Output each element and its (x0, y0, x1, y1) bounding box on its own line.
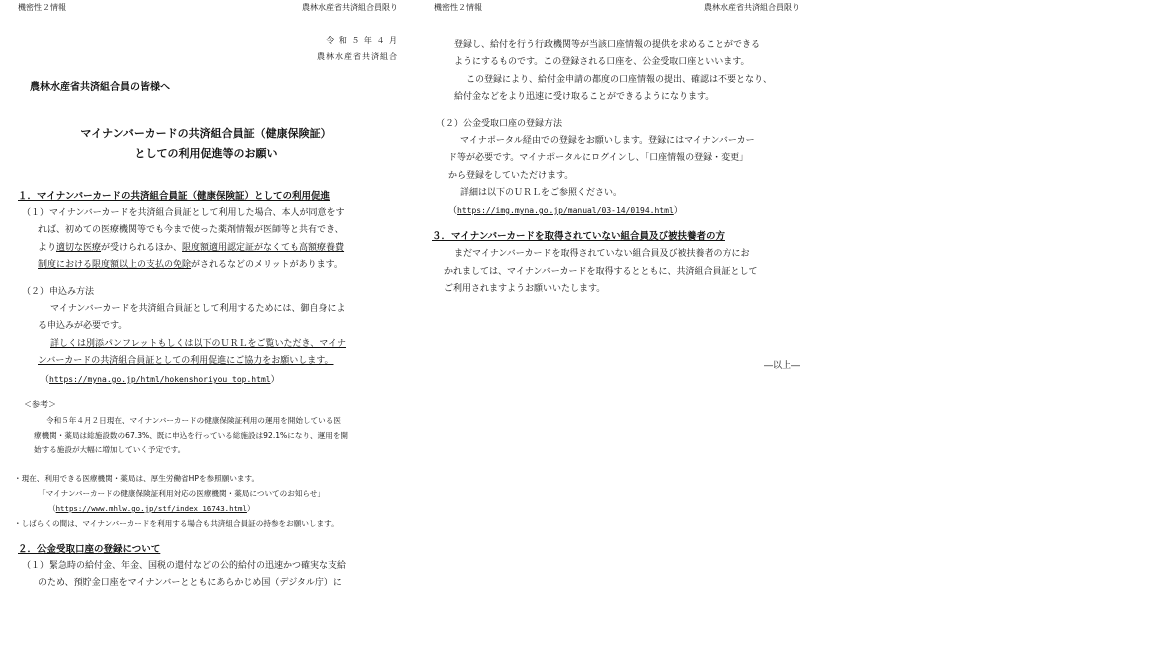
reference-line1: 令和５年４月２日現在、マイナンバーカードの健康保険証利用の運用を開始している医 (46, 416, 341, 425)
notes-line1: ・現在、利用できる医療機関・薬局は、厚生労働省HPを参照願います。 (14, 474, 260, 483)
scope-label: 農林水産省共済組合員限り (704, 3, 800, 12)
section3-heading: ３．マイナンバーカードを取得されていない組合員及び被扶養者の方 (432, 231, 725, 242)
scope-label: 農林水産省共済組合員限り (302, 3, 398, 12)
s1-p2-line2: る申込みが必要です。 (38, 321, 128, 331)
s1-p1-appropriate-care: 適切な医療 (56, 243, 102, 253)
s3-line3: ご利用されますようお願いいたします。 (444, 284, 606, 294)
hokensho-url-link[interactable]: https://myna.go.jp/html/hokenshoriyou_top.html (49, 375, 271, 384)
s3-line2: かれましては、マイナンバーカードを取得するとともに、共済組合員証として (444, 267, 758, 277)
url-paren-close: ） (270, 375, 280, 385)
myna-manual-url-link[interactable]: https://img.myna.go.jp/manual/03-14/0194.html (457, 206, 674, 215)
s1-p2-line1: マイナンバーカードを共済組合員証として利用するためには、御自身によ (50, 304, 346, 314)
document-title-line1: マイナンバーカードの共済組合員証（健康保険証） (80, 127, 332, 140)
document-page-1 (14, 0, 398, 648)
s3-line1: まだマイナンバーカードを取得されていない組合員及び被扶養者の方にお (454, 249, 750, 259)
url-paren-open: （ (40, 375, 50, 385)
s1-p1-line1: （１）マイナンバーカードを共済組合員証として利用した場合、本人が同意をす (22, 208, 345, 218)
s2-p2-line1: マイナポータル経由での登録をお願いします。登録にはマイナンバーカー (460, 136, 755, 146)
s1-p1-payment-exemption: 制度における限度額以上の支払の免除 (38, 260, 192, 270)
cont-line1: 登録し、給付を行う行政機関等が当該口座情報の提供を求めることができる (454, 40, 761, 50)
section1-heading: １．マイナンバーカードの共済組合員証（健康保険証）としての利用促進 (18, 191, 330, 202)
notes-line4: ・しばらくの間は、マイナンバーカードを利用する場合も共済組合員証の持参をお願いします。 (14, 519, 339, 528)
reference-line2: 療機関・薬局は総施設数の67.3%、既に申込を行っている総施設は92.1%になり、運用を開 (34, 431, 349, 440)
closing-mark: ―以上― (763, 361, 800, 371)
s1-p1-line2: れば、初めての医療機関等でも今まで使った薬剤情報が医師等と共有でき、 (38, 225, 344, 235)
s1-p1-line4-text: がされるなどのメリットがあります。 (191, 260, 343, 270)
s1-p2-line4: ンバーカードの共済組合員証としての利用促進にご協力をお願いします。 (38, 356, 334, 366)
s2-p2-url-line (448, 202, 683, 220)
notes-line2: 「マイナンバーカードの健康保険証利用対応の医療機関・薬局についてのお知らせ」 (38, 489, 325, 498)
addressee: 農林水産省共済組合員の皆様へ (30, 82, 170, 93)
s1-p2-heading: （２）申込み方法 (22, 287, 95, 297)
mhlw-url-link[interactable]: https://www.mhlw.go.jp/stf/index_16743.html (55, 504, 247, 513)
document-page-2 (430, 0, 814, 648)
s1-p1-line3-text-a: より (38, 243, 57, 253)
s1-p2-url-line (40, 371, 280, 389)
s1-p1-line3-text-b: が受けられるほか、 (101, 243, 183, 253)
url-paren-close: ） (673, 206, 683, 216)
s2-p2-line2: ド等が必要です。マイナポータルにログインし、「口座情報の登録・変更」 (448, 153, 749, 163)
document-issuer: 農林水産省共済組合 (317, 52, 398, 61)
s2-p1-line1: （１）緊急時の給付金、年金、国税の還付などの公的給付の迅速かつ確実な支給 (22, 561, 347, 571)
document-title-line2: としての利用促進等のお願い (134, 147, 278, 160)
notes-url-line (48, 502, 255, 517)
reference-heading: ＜参考＞ (24, 400, 56, 409)
cont-line2: ようにするものです。この登録される口座を、公金受取口座といいます。 (454, 57, 750, 67)
s2-p2-heading: （２）公金受取口座の登録方法 (436, 119, 563, 129)
s1-p2-line3: 詳しくは別添パンフレットもしくは以下のＵＲＬをご覧いただき、マイナ (50, 339, 347, 349)
cont-line4: 給付金などをより迅速に受け取ることができるようになります。 (454, 92, 715, 102)
cont-line3: この登録により、給付金申請の都度の口座情報の提出、確認は不要となり、 (466, 75, 773, 85)
url-paren-open: （ (48, 504, 56, 513)
confidentiality-label: 機密性２情報 (18, 3, 66, 12)
s2-p1-line2: のため、預貯金口座をマイナンバーとともにあらかじめ国（デジタル庁）に (38, 578, 342, 588)
section2-heading: ２．公金受取口座の登録について (18, 544, 161, 555)
s1-p1-line4 (38, 257, 343, 274)
url-paren-open: （ (448, 206, 458, 216)
document-date: 令 和 ５ 年 ４ 月 (326, 36, 398, 45)
s1-p1-limit-certificate: 限度額適用認定証がなくても高額療養費 (182, 243, 345, 253)
s1-p1-line3 (38, 240, 344, 257)
reference-line3: 始する施設が大幅に増加していく予定です。 (34, 445, 186, 454)
s2-p2-line3: から登録をしていただけます。 (448, 171, 574, 181)
url-paren-close: ） (246, 504, 255, 513)
s2-p2-line4: 詳細は以下のＵＲＬをご参照ください。 (460, 188, 623, 198)
confidentiality-label: 機密性２情報 (434, 3, 482, 12)
